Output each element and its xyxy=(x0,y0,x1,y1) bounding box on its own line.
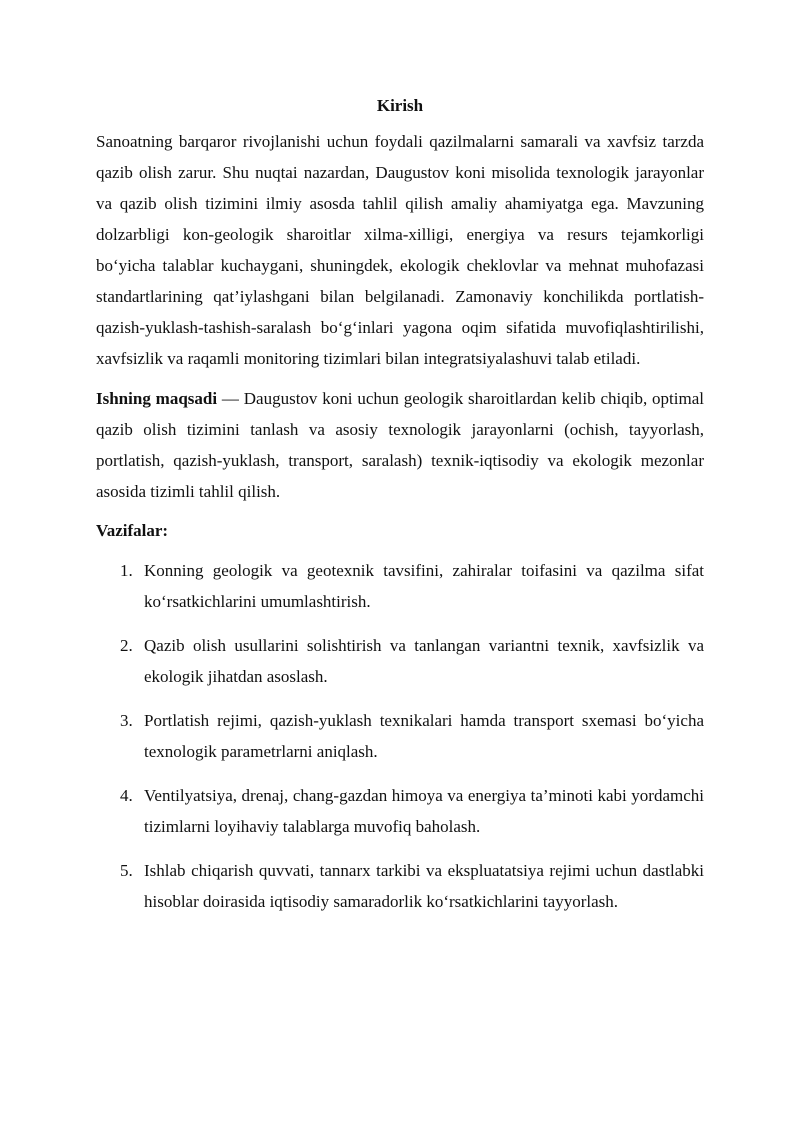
list-item-text: Portlatish rejimi, qazish-yuklash texnikalari hamda transport sxemasi bo‘yicha texnologik parametrlarni aniqlash. xyxy=(144,711,704,761)
list-item-number: 2. xyxy=(120,636,133,655)
page-title: Kirish xyxy=(376,96,424,115)
goal-paragraph xyxy=(96,383,704,507)
intro-paragraph: Sanoatning barqaror rivojlanishi uchun foydali qazilmalarni samarali va xavfsiz tarzda qazib olish zarur. Shu nuqtai nazardan, Daugustov koni misolida texnologik jarayonlar va qazib olish tizimini ilmiy asosda tahlil qilish amaliy ahamiyatga ega. Mavzuning dolzarbligi kon-geologik sharoitlar xilma-xilligi, energiya va resurs tejamkorligi bo‘yicha talablar kuchaygani, shuningdek, ekologik cheklovlar va mehnat muhofazasi standartlarining qat’iylashgani bilan belgilanadi. Zamonaviy konchilikda portlatish-qazish-yuklash-tashish-saralash bo‘g‘inlari yagona oqim sifatida muvofiqlashtirilishi, xavfsizlik va raqamli monitoring tizimlari bilan integratsiyalashuvi talab etiladi. xyxy=(96,132,704,368)
list-item-text: Ishlab chiqarish quvvati, tannarx tarkibi va ekspluatatsiya rejimi uchun dastlabki hisoblar doirasida iqtisodiy samaradorlik ko‘rsatkichlarini tayyorlash. xyxy=(144,861,704,911)
goal-text: — Daugustov koni uchun geologik sharoitlardan kelib chiqib, optimal qazib olish tizimini tanlash va asosiy texnologik jarayonlarni (ochish, tayyorlash, portlatish, qazish-yuklash, transport, saralash) texnik-iqtisodiy va ekologik mezonlar asosida tizimli tahlil qilish. xyxy=(96,389,704,501)
list-item xyxy=(96,780,704,842)
tasks-list xyxy=(96,555,704,917)
list-item-text: Konning geologik va geotexnik tavsifini, zahiralar toifasini va qazilma sifat ko‘rsatkichlarini umumlashtirish. xyxy=(144,561,704,611)
list-item xyxy=(96,855,704,917)
tasks-heading: Vazifalar: xyxy=(96,521,169,540)
list-item-number: 4. xyxy=(120,786,133,805)
list-item xyxy=(96,705,704,767)
list-item xyxy=(96,555,704,617)
list-item xyxy=(96,630,704,692)
list-item-number: 1. xyxy=(120,561,133,580)
list-item-text: Ventilyatsiya, drenaj, chang-gazdan himoya va energiya ta’minoti kabi yordamchi tizimlarni loyihaviy talablarga muvofiq baholash. xyxy=(144,786,704,836)
goal-label: Ishning maqsadi xyxy=(96,389,218,408)
list-item-text: Qazib olish usullarini solishtirish va tanlangan variantni texnik, xavfsizlik va ekologik jihatdan asoslash. xyxy=(144,636,704,686)
list-item-number: 3. xyxy=(120,711,133,730)
list-item-number: 5. xyxy=(120,861,133,880)
